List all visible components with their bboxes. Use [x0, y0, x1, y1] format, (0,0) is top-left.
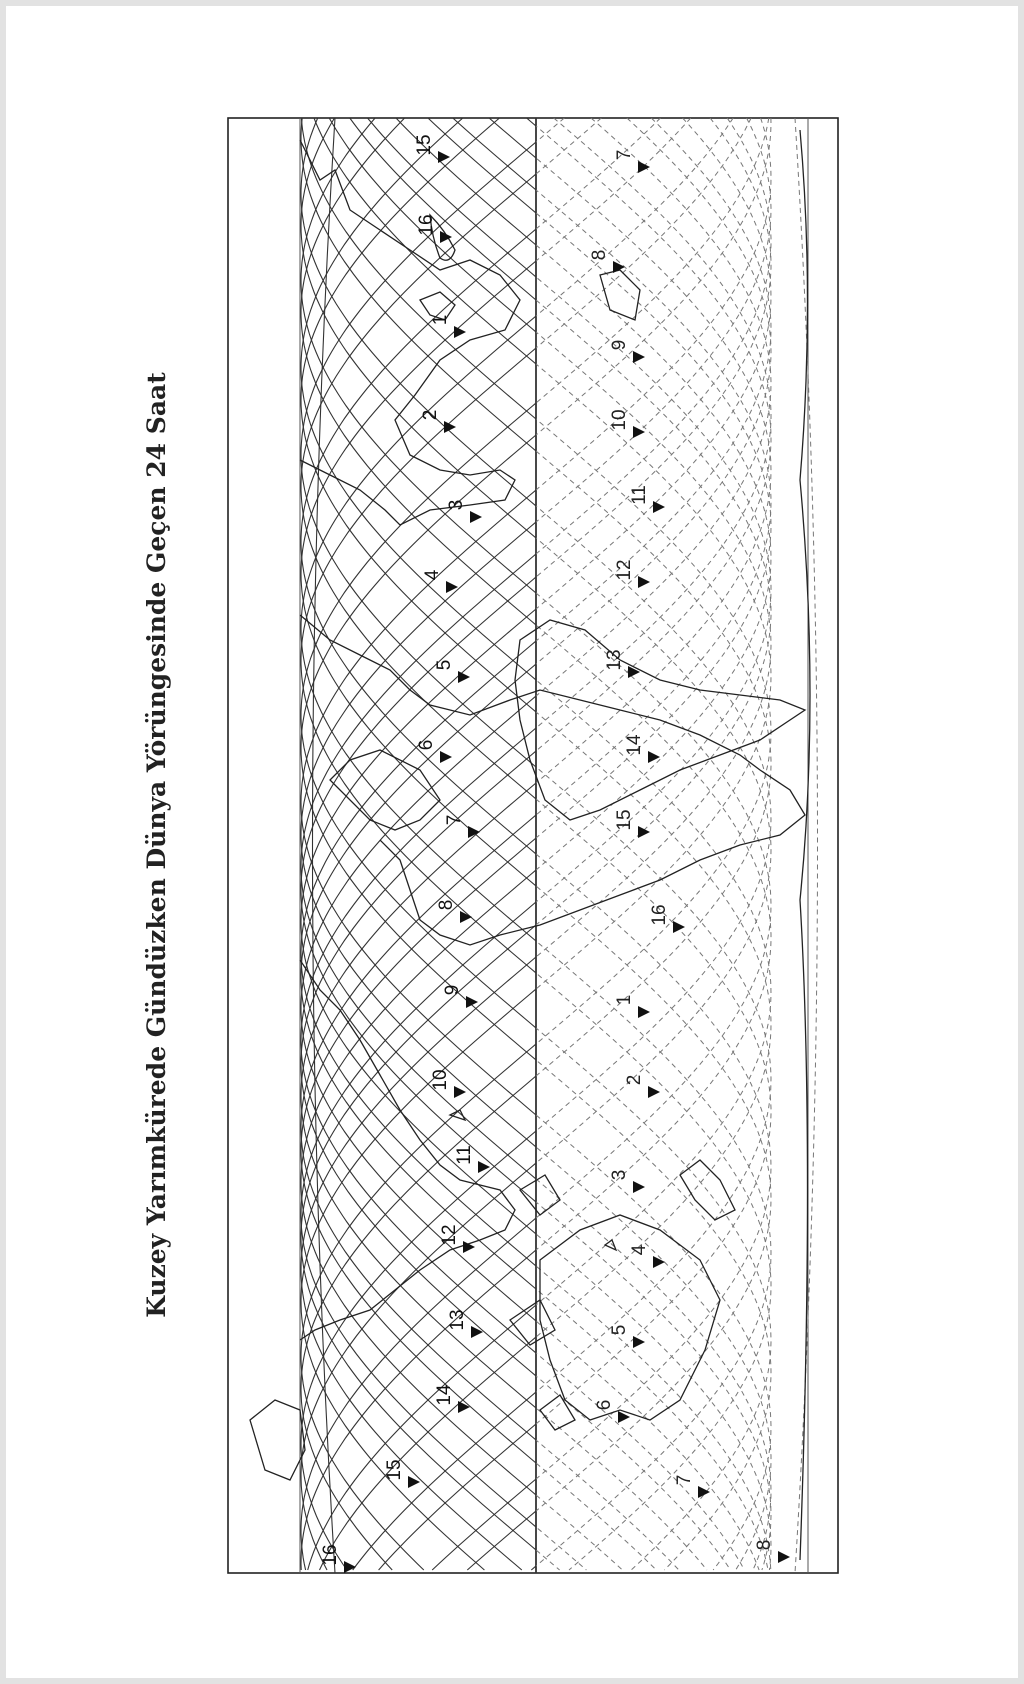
orbit-number-label: 12 — [439, 1224, 460, 1246]
orbit-number-label: 7 — [674, 1474, 695, 1486]
orbit-number-label: 13 — [604, 649, 625, 671]
orbit-number-label: 9 — [442, 984, 463, 996]
orbit-number-label: 5 — [609, 1324, 630, 1336]
orbit-number-label: 10 — [609, 409, 630, 431]
orbit-number-label: 4 — [629, 1244, 650, 1256]
orbit-number-label: 14 — [434, 1384, 455, 1406]
orbit-number-label: 16 — [416, 214, 437, 236]
orbit-number-label: 2 — [624, 1074, 645, 1086]
orbit-number-label: 7 — [444, 814, 465, 826]
orbit-number-label: 3 — [446, 499, 467, 511]
orbit-number-label: 6 — [594, 1399, 615, 1411]
orbit-number-label: 1 — [614, 994, 635, 1006]
orbit-number-label: 16 — [320, 1544, 341, 1566]
orbit-number-label: 15 — [414, 134, 435, 156]
map-frame — [228, 118, 838, 1573]
orbit-number-label: 8 — [589, 249, 610, 261]
orbit-number-label: 15 — [614, 809, 635, 831]
orbit-number-label: 9 — [609, 339, 630, 351]
orbit-number-label: 14 — [624, 734, 645, 756]
orbit-number-label: 12 — [614, 559, 635, 581]
orbit-number-label: 8 — [754, 1539, 775, 1551]
orbit-number-label: 2 — [420, 409, 441, 421]
orbit-number-label: 7 — [614, 149, 635, 161]
orbit-number-label: 11 — [454, 1145, 475, 1165]
orbit-number-label: 4 — [422, 569, 443, 581]
orbit-number-label: 8 — [436, 899, 457, 911]
orbit-number-label: 6 — [416, 739, 437, 751]
orbit-number-label: 11 — [629, 485, 650, 505]
orbit-number-label: 3 — [609, 1169, 630, 1181]
orbit-number-label: 13 — [447, 1309, 468, 1331]
orbit-number-label: 16 — [649, 904, 670, 926]
orbit-number-label: 10 — [430, 1069, 451, 1091]
orbit-number-label: 15 — [384, 1459, 405, 1481]
figure-caption: Kuzey Yarımkürede Gündüzken Dünya Yörüngesinde Geçen 24 Saat — [142, 372, 171, 1318]
orbit-number-label: 1 — [430, 314, 451, 326]
orbit-number-label: 5 — [434, 659, 455, 671]
